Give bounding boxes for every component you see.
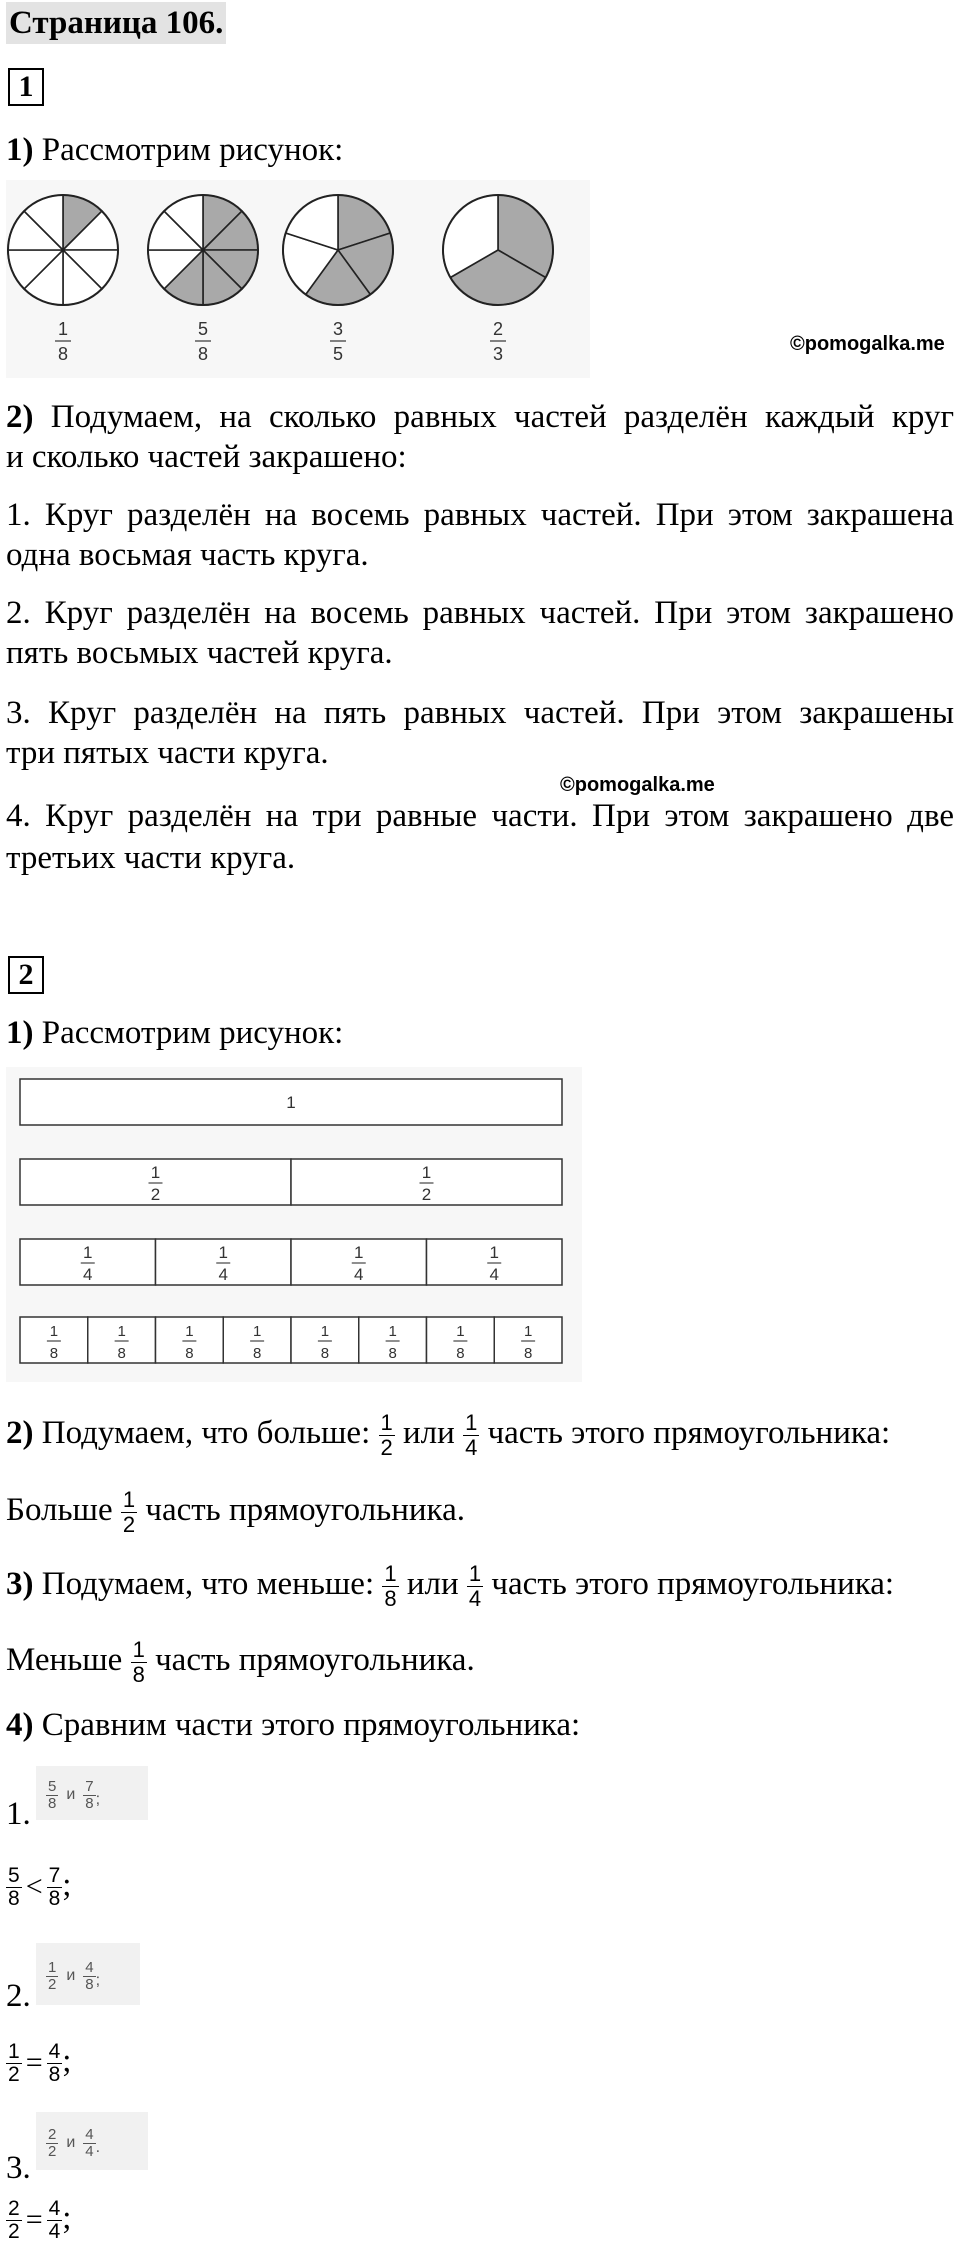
- connector-text: и: [66, 1786, 76, 1804]
- denominator: 2: [8, 2219, 20, 2243]
- fraction: [379, 1411, 395, 1460]
- fraction: [6, 2041, 22, 2086]
- task-1-step-2-line-2: и сколько частей закрашено:: [6, 439, 407, 475]
- denominator: 8: [85, 1794, 94, 1812]
- fraction: [46, 1779, 58, 1812]
- denominator: 4: [465, 1434, 478, 1460]
- circles-svg: [6, 180, 590, 378]
- task-1-step-2-line-1: [6, 397, 954, 437]
- comparison-operator: <: [25, 1870, 43, 1904]
- answer-2-line-1: 2. Круг разделён на восемь равных частей. При этом закрашено: [6, 595, 954, 631]
- fraction: [83, 2127, 95, 2160]
- denominator: 2: [122, 1511, 136, 1537]
- question-text: Сравним части этого прямоугольника:: [33, 1707, 581, 1743]
- fraction-strip: [20, 1239, 562, 1285]
- denominator: 4: [85, 2142, 94, 2160]
- step-text: Подумаем, на сколько равных частей разделён каждый круг: [33, 399, 954, 435]
- strip-denominator: 8: [49, 1345, 59, 1362]
- punctuation: .: [95, 2139, 101, 2156]
- fraction: [6, 2198, 22, 2243]
- fraction-circle: [148, 195, 258, 305]
- fraction: [46, 2127, 58, 2160]
- connector-text: и: [66, 1967, 76, 1985]
- answer-4-line-1: 4. Круг разделён на три равные части. При этом закрашено две: [6, 798, 954, 834]
- strip-denominator: 4: [489, 1265, 499, 1284]
- step-marker: 4): [6, 1707, 34, 1743]
- fraction-circle: [8, 195, 118, 305]
- denominator: 2: [380, 1434, 393, 1460]
- numerator: 1: [122, 1486, 136, 1512]
- task-2-question-3: [6, 1544, 894, 1624]
- denominator: 2: [8, 2062, 20, 2086]
- answer-text: Меньше: [6, 1642, 131, 1678]
- answer-text: часть прямоугольника.: [146, 1642, 475, 1678]
- strip-numerator: 1: [456, 1323, 465, 1340]
- rectangles-figure: [6, 1067, 582, 1382]
- denominator: 2: [48, 1975, 57, 1993]
- numerator: 4: [48, 2039, 61, 2063]
- numerator: 4: [48, 2196, 61, 2220]
- question-text: часть этого прямоугольника:: [479, 1415, 891, 1451]
- answer-2-line-2: пять восьмых частей круга.: [6, 635, 393, 671]
- task-2-answer-3: [6, 1620, 475, 1700]
- strip-denominator: 8: [252, 1345, 262, 1362]
- strip-numerator: 1: [421, 1163, 432, 1182]
- circle-fraction-numerator: 2: [492, 319, 504, 339]
- comparison-2-thumbnail: [36, 1943, 140, 2005]
- circles-figure: [6, 180, 590, 378]
- numerator: 4: [85, 2125, 94, 2143]
- fraction: [6, 1865, 22, 1910]
- circle-fraction-numerator: 3: [332, 319, 344, 339]
- numerator: 1: [8, 2039, 20, 2063]
- fraction: [131, 1638, 147, 1687]
- answer-text: часть прямоугольника.: [137, 1492, 465, 1528]
- fraction-strip: [20, 1159, 562, 1205]
- denominator: 8: [48, 1794, 57, 1812]
- numerator: 4: [85, 1958, 94, 1976]
- question-text: часть этого прямоугольника:: [483, 1566, 895, 1602]
- comparison-2-result: [6, 2029, 71, 2093]
- circle-fraction-denominator: 3: [492, 344, 504, 364]
- circle-fraction-numerator: 5: [197, 319, 209, 339]
- comparison-2-label: 2.: [6, 1978, 31, 2014]
- task-2-step-1: [6, 1013, 343, 1053]
- comparison-3-thumbnail: [36, 2112, 148, 2170]
- comparison-1-result: [6, 1853, 71, 1917]
- strip-numerator: 1: [49, 1323, 59, 1340]
- punctuation: ;: [95, 1972, 101, 1989]
- numerator: 2: [48, 2125, 57, 2143]
- strip-denominator: 8: [185, 1345, 194, 1362]
- comparison-operator: =: [25, 2203, 43, 2237]
- question-text: или: [394, 1415, 464, 1451]
- page-title: Страница 106.: [6, 2, 226, 44]
- strip-numerator: 1: [320, 1323, 330, 1340]
- strip-denominator: 2: [421, 1185, 432, 1204]
- numerator: 7: [85, 1777, 94, 1795]
- strip-denominator: 8: [388, 1345, 397, 1362]
- question-text: Подумаем, что меньше:: [33, 1566, 383, 1602]
- numerator: 1: [380, 1409, 393, 1435]
- punctuation: ;: [62, 2043, 72, 2079]
- task-1-step-1: [6, 130, 343, 170]
- answer-4-line-2: третьих части круга.: [6, 840, 296, 876]
- answer-3-line-1: 3. Круг разделён на пять равных частей. При этом закрашены: [6, 695, 954, 731]
- strip-numerator: 1: [523, 1323, 533, 1340]
- step-marker: 3): [6, 1566, 34, 1602]
- answer-1-line-1: 1. Круг разделён на восемь равных частей. При этом закрашена: [6, 497, 954, 533]
- comparison-operator: =: [25, 2046, 43, 2080]
- strip-numerator: 1: [489, 1243, 499, 1262]
- fraction: [83, 1779, 95, 1812]
- task-2-question-4: [6, 1705, 580, 1745]
- punctuation: ;: [62, 1867, 72, 1903]
- denominator: 8: [85, 1975, 94, 1993]
- numerator: 1: [465, 1409, 478, 1435]
- denominator: 4: [48, 2219, 61, 2243]
- step-marker: 2): [6, 1415, 34, 1451]
- fraction-circle: [443, 195, 553, 305]
- answer-1-line-2: одна восьмая часть круга.: [6, 537, 369, 573]
- circle-fraction-denominator: 5: [332, 344, 344, 364]
- strip-numerator: 1: [185, 1323, 194, 1340]
- strip-numerator: 1: [354, 1243, 364, 1262]
- answer-3-line-2: три пятых части круга.: [6, 735, 329, 771]
- strip-numerator: 1: [150, 1163, 161, 1182]
- circle-fraction-numerator: 1: [57, 319, 69, 339]
- denominator: 4: [468, 1585, 482, 1611]
- numerator: 1: [468, 1560, 482, 1586]
- strip-numerator: 1: [83, 1243, 93, 1262]
- circle-fraction-denominator: 8: [57, 344, 69, 364]
- strip-denominator: 4: [218, 1265, 228, 1284]
- step-marker: 1): [6, 132, 34, 168]
- denominator: 8: [8, 1886, 20, 1910]
- strip-denominator: 8: [320, 1345, 330, 1362]
- comparison-1-label: 1.: [6, 1796, 31, 1832]
- fraction: [47, 1865, 63, 1910]
- fraction-circle: [283, 195, 393, 305]
- fraction: [121, 1488, 137, 1537]
- numerator: 1: [384, 1560, 397, 1586]
- strip-numerator: 1: [252, 1323, 262, 1340]
- answer-text: Больше: [6, 1492, 121, 1528]
- step-text: Рассмотрим рисунок:: [33, 1015, 344, 1051]
- strip-denominator: 8: [523, 1345, 533, 1362]
- strip-denominator: 8: [456, 1345, 465, 1362]
- denominator: 8: [48, 2062, 61, 2086]
- strip-label: 1: [286, 1093, 296, 1112]
- strip-numerator: 1: [218, 1243, 228, 1262]
- numerator: 5: [8, 1863, 20, 1887]
- numerator: 1: [48, 1958, 57, 1976]
- comparison-3-label: 3.: [6, 2150, 31, 2186]
- task-2-answer-2: [6, 1470, 465, 1550]
- fraction: [47, 2041, 63, 2086]
- task-2-number: 2: [8, 956, 44, 994]
- comparison-1-thumbnail: [36, 1766, 148, 1820]
- numerator: 1: [132, 1636, 145, 1662]
- circle-fraction-denominator: 8: [197, 344, 209, 364]
- question-text: или: [398, 1566, 467, 1602]
- watermark: ©pomogalka.me: [790, 333, 945, 355]
- punctuation: ;: [95, 1791, 101, 1808]
- strip-denominator: 8: [117, 1345, 126, 1362]
- fraction: [463, 1411, 479, 1460]
- strip-denominator: 2: [150, 1185, 161, 1204]
- strip-denominator: 4: [354, 1265, 364, 1284]
- rectangles-svg: [6, 1067, 582, 1382]
- fraction: [47, 2198, 63, 2243]
- denominator: 2: [48, 2142, 57, 2160]
- punctuation: ;: [62, 2200, 72, 2236]
- watermark: ©pomogalka.me: [560, 774, 715, 796]
- strip-denominator: 4: [83, 1265, 93, 1284]
- task-1-number: 1: [8, 68, 44, 106]
- step-marker: 1): [6, 1015, 34, 1051]
- comparison-3-result: [6, 2186, 71, 2250]
- fraction: [467, 1562, 483, 1611]
- fraction: [382, 1562, 398, 1611]
- fraction-strip: [20, 1079, 562, 1125]
- fraction: [46, 1960, 58, 1993]
- connector-text: и: [66, 2134, 76, 2152]
- question-text: Подумаем, что больше:: [33, 1415, 379, 1451]
- step-marker: 2): [6, 399, 34, 435]
- numerator: 5: [48, 1777, 57, 1795]
- fraction: [83, 1960, 95, 1993]
- fraction-strip: [20, 1317, 562, 1363]
- numerator: 7: [48, 1863, 61, 1887]
- step-text: Рассмотрим рисунок:: [33, 132, 344, 168]
- denominator: 8: [48, 1886, 61, 1910]
- strip-numerator: 1: [117, 1323, 126, 1340]
- denominator: 8: [384, 1585, 397, 1611]
- strip-numerator: 1: [388, 1323, 397, 1340]
- task-2-question-2: [6, 1393, 890, 1473]
- numerator: 2: [8, 2196, 20, 2220]
- denominator: 8: [132, 1661, 145, 1687]
